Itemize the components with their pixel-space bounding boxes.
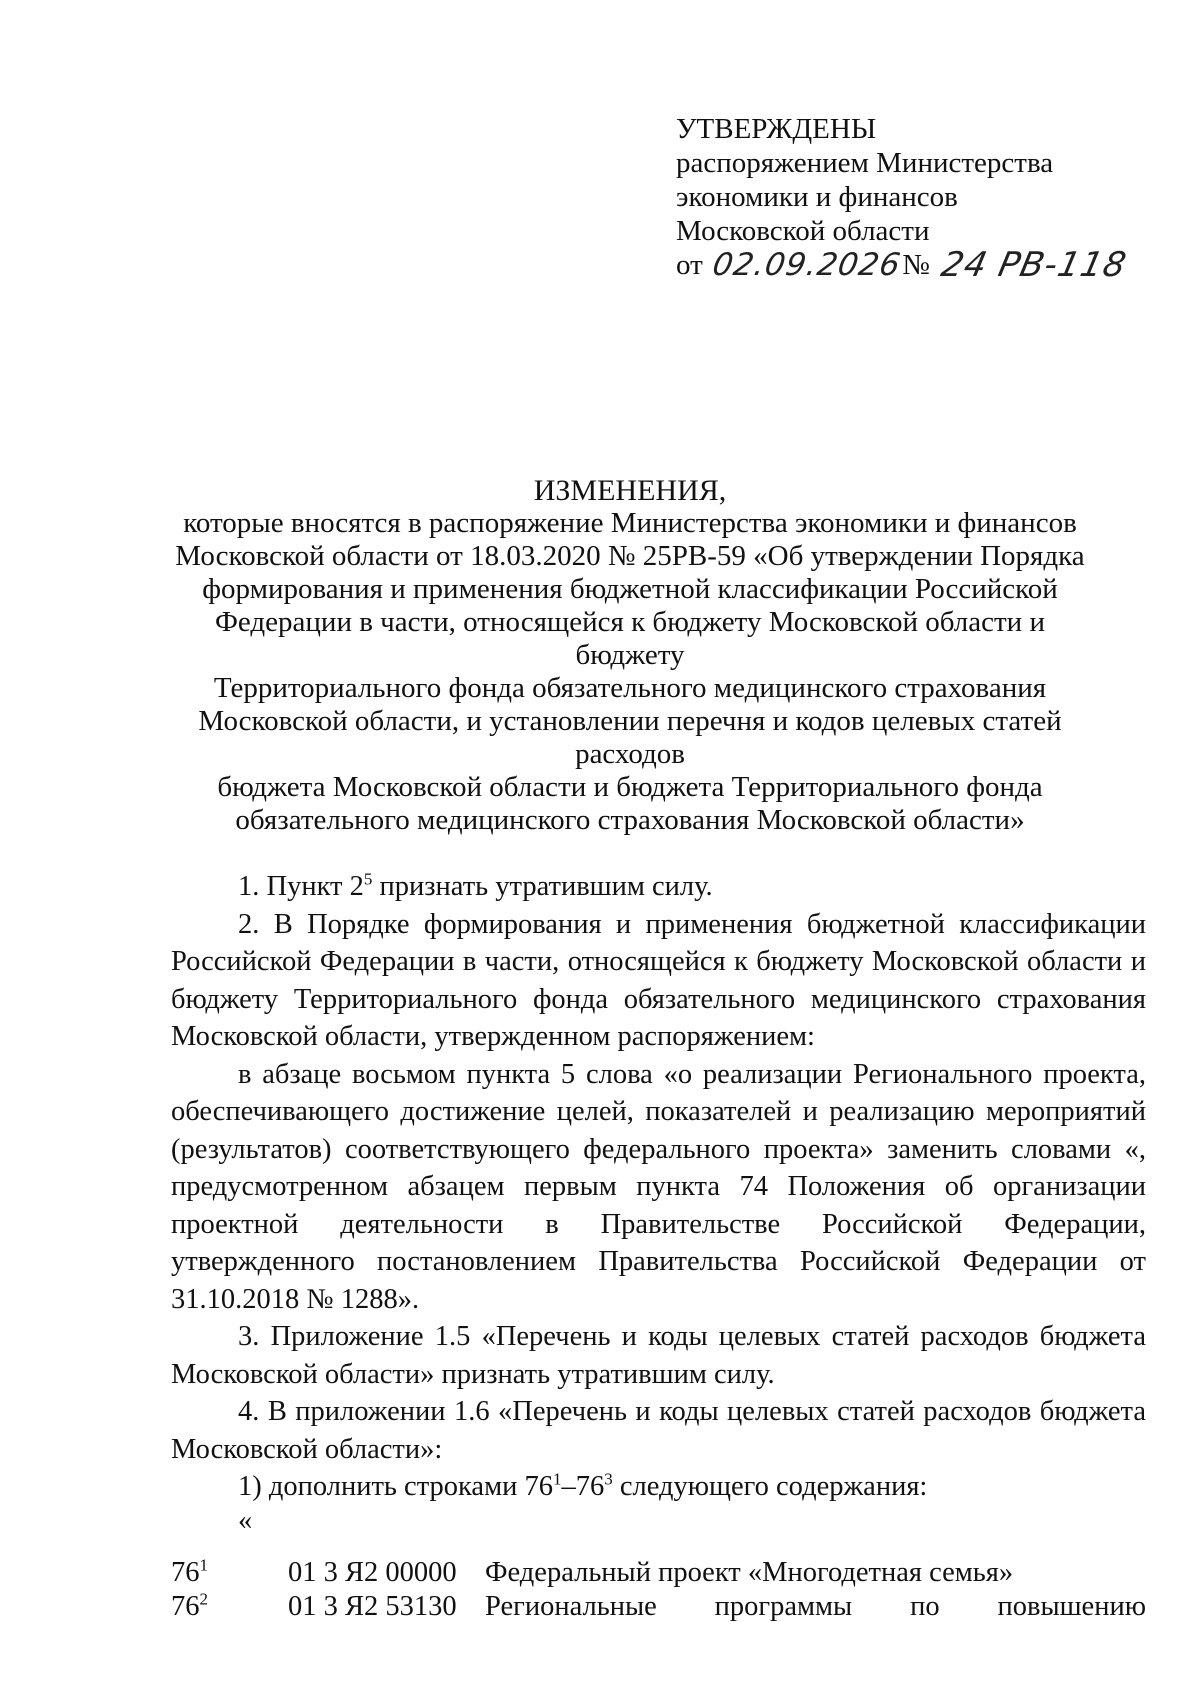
document-body [171, 868, 1146, 1539]
table-row [171, 1590, 1146, 1624]
handwritten-number: 24 РВ-118 [937, 245, 1131, 285]
row-number: $76^2$ [171, 1589, 208, 1622]
paragraph-1: 1. Пункт $2^5$ признать утратившим силу. [238, 869, 713, 902]
title-line: Территориального фонда обязательного медицинского страхования [213, 672, 1047, 704]
table-rows [171, 1556, 1146, 1624]
paragraph-2: 2. В Порядке формирования и применения бюджетной классификации Российской Федерации в части, относящейся к бюджету Московской области и бюджету Территориального фонда обязательного медицинского страхования Московской области, утвержденном распоряжением: [171, 908, 1146, 1052]
row-text: Региональные программы по повышению [485, 1591, 1146, 1622]
approval-line: распоряжением Министерства [676, 147, 1054, 179]
row-text: Федеральный проект «Многодетная семья» [485, 1557, 1014, 1588]
paragraph-4: 3. Приложение 1.5 «Перечень и коды целевых статей расходов бюджета Московской области» признать утратившим силу. [171, 1321, 1146, 1390]
document-title [160, 474, 1100, 837]
title-line: бюджета Московской области и бюджета Территориального фонда [217, 771, 1043, 803]
approval-line: экономики и финансов [676, 181, 958, 213]
approval-title: УТВЕРЖДЕНЫ [676, 113, 877, 145]
row-code: 01 3 Я2 53130 [288, 1591, 457, 1622]
row-number: $76^1$ [171, 1555, 208, 1588]
title-heading: ИЗМЕНЕНИЯ, [533, 474, 727, 507]
title-line: обязательного медицинского страхования Московской области» [235, 804, 1025, 836]
row-code: 01 3 Я2 00000 [288, 1557, 457, 1588]
approval-line: Московской области [676, 215, 930, 247]
title-line: Федерации в части, относящейся к бюджету Московской области и бюджету [215, 606, 1045, 671]
number-sign: № [902, 249, 930, 281]
opening-quote: « [238, 1504, 253, 1536]
title-line: которые вносятся в распоряжение Министерства экономики и финансов [183, 507, 1077, 539]
handwritten-date: 02.09.2026 [709, 247, 904, 283]
title-line: Московской области, и установлении перечня и кодов целевых статей расходов [198, 705, 1062, 770]
approval-date-number [676, 245, 1131, 285]
paragraph-6: 1) дополнить строками $76^1-76^3$ следующего содержания: [238, 1469, 928, 1502]
paragraph-3: в абзаце восьмом пункта 5 слова «о реализации Регионального проекта, обеспечивающего достижение целей, показателей и реализацию мероприятий (результатов) соответствующего федерального проекта» заменить словами «, предусмотренном абзацем первым пункта 74 Положения об организации проектной деятельности в Правительстве Российской Федерации, утвержденного постановлением Правительства Российской Федерации от 31.10.2018 № 1288». [171, 1058, 1146, 1315]
title-line: формирования и применения бюджетной классификации Российской [202, 573, 1058, 605]
approval-from-prefix: от [676, 249, 703, 281]
table-row [171, 1556, 1146, 1590]
paragraph-5: 4. В приложении 1.6 «Перечень и коды целевых статей расходов бюджета Московской области»: [171, 1396, 1146, 1465]
approval-block [676, 112, 1131, 285]
title-line: Московской области от 18.03.2020 № 25РВ-59 «Об утверждении Порядка [175, 540, 1085, 572]
